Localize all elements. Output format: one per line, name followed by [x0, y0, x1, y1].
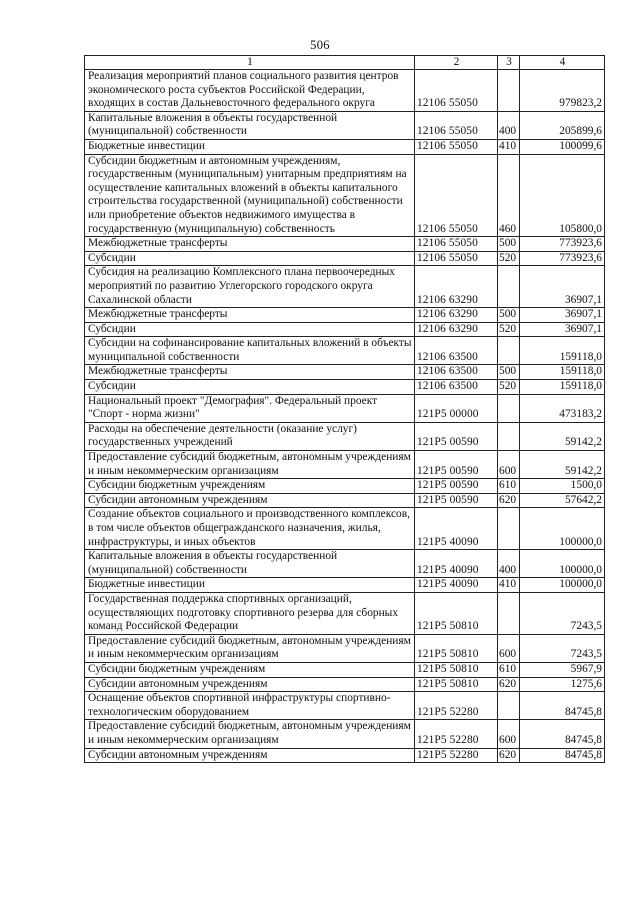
- row-sum-cell: 59142,2: [520, 451, 605, 479]
- row-type-cell: 600: [498, 720, 520, 748]
- row-type-cell: [498, 394, 520, 422]
- row-type-cell: 600: [498, 451, 520, 479]
- row-type-cell: 460: [498, 154, 520, 237]
- row-name-cell: Субсидии бюджетным и автономным учреждениям, государственным (муниципальным) унитарным предприятиям на осуществление капитальных вложений в объекты капитального строительства государственной (муниципальной) собственности или приобретение объектов недвижимого имущества в государственную (муниципальную) собственность: [85, 154, 415, 237]
- row-name-cell: Субсидии бюджетным учреждениям: [85, 662, 415, 677]
- table-row: [85, 508, 605, 550]
- row-code-cell: 121P5 50810: [415, 662, 498, 677]
- header-col-sum: 4: [520, 56, 605, 70]
- row-code-cell: 121P5 00000: [415, 394, 498, 422]
- row-sum-cell: 105800,0: [520, 154, 605, 237]
- row-sum-cell: 473183,2: [520, 394, 605, 422]
- row-code-cell: 121P5 50810: [415, 634, 498, 662]
- row-type-cell: 610: [498, 479, 520, 494]
- row-code-cell: 12106 55050: [415, 139, 498, 154]
- row-code-cell: 121P5 00590: [415, 451, 498, 479]
- row-type-cell: 520: [498, 322, 520, 337]
- row-type-cell: 600: [498, 634, 520, 662]
- row-code-cell: 12106 55050: [415, 111, 498, 139]
- row-name-cell: Предоставление субсидий бюджетным, автономным учреждениям и иным некоммерческим организациям: [85, 720, 415, 748]
- row-type-cell: 520: [498, 380, 520, 395]
- row-sum-cell: 36907,1: [520, 322, 605, 337]
- row-name-cell: Предоставление субсидий бюджетным, автономным учреждениям и иным некоммерческим организациям: [85, 451, 415, 479]
- row-type-cell: 400: [498, 550, 520, 578]
- table-row: [85, 70, 605, 112]
- row-code-cell: 121P5 50810: [415, 592, 498, 634]
- row-code-cell: 12106 63500: [415, 380, 498, 395]
- row-type-cell: [498, 692, 520, 720]
- row-code-cell: 12106 63290: [415, 266, 498, 308]
- row-code-cell: 12106 55050: [415, 237, 498, 252]
- header-col-name: 1: [85, 56, 415, 70]
- row-code-cell: 121P5 50810: [415, 677, 498, 692]
- budget-table: [84, 55, 605, 763]
- row-name-cell: Субсидии автономным учреждениям: [85, 748, 415, 763]
- row-sum-cell: 100000,0: [520, 550, 605, 578]
- row-sum-cell: 159118,0: [520, 380, 605, 395]
- table-row: [85, 451, 605, 479]
- row-name-cell: Межбюджетные трансферты: [85, 237, 415, 252]
- row-type-cell: [498, 337, 520, 365]
- table-row: [85, 479, 605, 494]
- row-sum-cell: 159118,0: [520, 365, 605, 380]
- row-name-cell: Субсидии: [85, 380, 415, 395]
- table-row: [85, 394, 605, 422]
- row-sum-cell: 36907,1: [520, 308, 605, 323]
- row-sum-cell: 59142,2: [520, 422, 605, 450]
- row-sum-cell: 100000,0: [520, 508, 605, 550]
- row-code-cell: 121P5 00590: [415, 422, 498, 450]
- row-sum-cell: 36907,1: [520, 266, 605, 308]
- table-row: [85, 720, 605, 748]
- row-name-cell: Капитальные вложения в объекты государственной (муниципальной) собственности: [85, 111, 415, 139]
- row-sum-cell: 100000,0: [520, 578, 605, 593]
- row-name-cell: Оснащение объектов спортивной инфраструктуры спортивно-технологическим оборудованием: [85, 692, 415, 720]
- table-row: [85, 251, 605, 266]
- row-sum-cell: 773923,6: [520, 237, 605, 252]
- row-sum-cell: 7243,5: [520, 592, 605, 634]
- row-type-cell: 410: [498, 139, 520, 154]
- row-sum-cell: 205899,6: [520, 111, 605, 139]
- table-row: [85, 266, 605, 308]
- row-type-cell: 500: [498, 365, 520, 380]
- row-code-cell: 12106 55050: [415, 70, 498, 112]
- row-type-cell: 500: [498, 308, 520, 323]
- row-name-cell: Государственная поддержка спортивных организаций, осуществляющих подготовку спортивного резерва для сборных команд Российской Федерации: [85, 592, 415, 634]
- table-row: [85, 662, 605, 677]
- row-name-cell: Бюджетные инвестиции: [85, 578, 415, 593]
- table-row: [85, 111, 605, 139]
- row-name-cell: Расходы на обеспечение деятельности (оказание услуг) государственных учреждений: [85, 422, 415, 450]
- row-name-cell: Субсидии: [85, 251, 415, 266]
- table-row: [85, 493, 605, 508]
- row-sum-cell: 979823,2: [520, 70, 605, 112]
- row-code-cell: 121P5 00590: [415, 479, 498, 494]
- row-code-cell: 121P5 52280: [415, 720, 498, 748]
- row-sum-cell: 84745,8: [520, 720, 605, 748]
- row-code-cell: 12106 55050: [415, 251, 498, 266]
- row-name-cell: Субсидии: [85, 322, 415, 337]
- row-name-cell: Субсидии бюджетным учреждениям: [85, 479, 415, 494]
- row-type-cell: 500: [498, 237, 520, 252]
- row-name-cell: Субсидии автономным учреждениям: [85, 677, 415, 692]
- row-name-cell: Капитальные вложения в объекты государственной (муниципальной) собственности: [85, 550, 415, 578]
- row-code-cell: 121P5 40090: [415, 508, 498, 550]
- row-name-cell: Субсидия на реализацию Комплексного плана первоочередных мероприятий по развитию Углегорского городского округа Сахалинской области: [85, 266, 415, 308]
- table-row: [85, 692, 605, 720]
- row-code-cell: 121P5 00590: [415, 493, 498, 508]
- row-name-cell: Субсидии на софинансирование капитальных вложений в объекты муниципальной собственности: [85, 337, 415, 365]
- row-sum-cell: 1500,0: [520, 479, 605, 494]
- row-name-cell: Субсидии автономным учреждениям: [85, 493, 415, 508]
- table-row: [85, 748, 605, 763]
- row-type-cell: [498, 422, 520, 450]
- table-row: [85, 380, 605, 395]
- table-row: [85, 365, 605, 380]
- row-name-cell: Национальный проект "Демография". Федеральный проект "Спорт - норма жизни": [85, 394, 415, 422]
- header-row: [85, 56, 605, 70]
- row-code-cell: 121P5 52280: [415, 748, 498, 763]
- table-row: [85, 422, 605, 450]
- row-name-cell: Бюджетные инвестиции: [85, 139, 415, 154]
- row-sum-cell: 1275,6: [520, 677, 605, 692]
- table-row: [85, 154, 605, 237]
- row-name-cell: Межбюджетные трансферты: [85, 308, 415, 323]
- header-col-type: 3: [498, 56, 520, 70]
- row-name-cell: Создание объектов социального и производственного комплексов, в том числе объектов общегражданского назначения, жилья, инфраструктуры, и иных объектов: [85, 508, 415, 550]
- table-row: [85, 592, 605, 634]
- table-row: [85, 634, 605, 662]
- row-name-cell: Межбюджетные трансферты: [85, 365, 415, 380]
- row-type-cell: 610: [498, 662, 520, 677]
- row-code-cell: 12106 55050: [415, 154, 498, 237]
- row-code-cell: 12106 63500: [415, 337, 498, 365]
- row-sum-cell: 57642,2: [520, 493, 605, 508]
- row-type-cell: [498, 266, 520, 308]
- table-body: [85, 70, 605, 763]
- table-row: [85, 237, 605, 252]
- row-sum-cell: 7243,5: [520, 634, 605, 662]
- row-type-cell: [498, 70, 520, 112]
- row-sum-cell: 84745,8: [520, 692, 605, 720]
- row-type-cell: 620: [498, 677, 520, 692]
- table-row: [85, 677, 605, 692]
- row-name-cell: Реализация мероприятий планов социального развития центров экономического роста субъектов Российской Федерации, входящих в состав Дальневосточного федерального округа: [85, 70, 415, 112]
- row-type-cell: 620: [498, 748, 520, 763]
- table-row: [85, 139, 605, 154]
- row-sum-cell: 159118,0: [520, 337, 605, 365]
- table-row: [85, 578, 605, 593]
- table-row: [85, 322, 605, 337]
- row-code-cell: 121P5 52280: [415, 692, 498, 720]
- table-row: [85, 337, 605, 365]
- row-sum-cell: 100099,6: [520, 139, 605, 154]
- row-sum-cell: 84745,8: [520, 748, 605, 763]
- row-code-cell: 12106 63290: [415, 322, 498, 337]
- row-type-cell: 520: [498, 251, 520, 266]
- row-type-cell: 410: [498, 578, 520, 593]
- row-sum-cell: 5967,9: [520, 662, 605, 677]
- table-row: [85, 550, 605, 578]
- row-code-cell: 12106 63290: [415, 308, 498, 323]
- row-sum-cell: 773923,6: [520, 251, 605, 266]
- row-code-cell: 121P5 40090: [415, 578, 498, 593]
- row-code-cell: 12106 63500: [415, 365, 498, 380]
- row-code-cell: 121P5 40090: [415, 550, 498, 578]
- row-type-cell: 620: [498, 493, 520, 508]
- row-type-cell: [498, 508, 520, 550]
- row-type-cell: 400: [498, 111, 520, 139]
- row-name-cell: Предоставление субсидий бюджетным, автономным учреждениям и иным некоммерческим организациям: [85, 634, 415, 662]
- page-number: 506: [310, 38, 330, 52]
- header-col-code: 2: [415, 56, 498, 70]
- table-row: [85, 308, 605, 323]
- row-type-cell: [498, 592, 520, 634]
